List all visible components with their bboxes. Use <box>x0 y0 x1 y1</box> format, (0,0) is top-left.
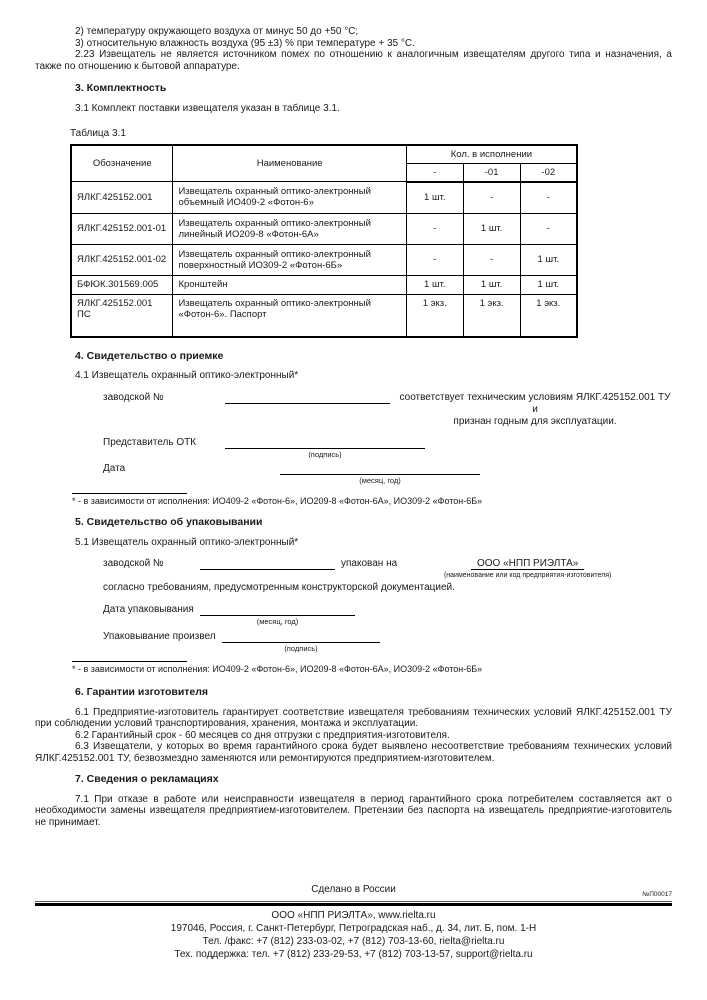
cell-name: Извещатель охранный оптико-электронный объемный ИО409-2 «Фотон-6» <box>173 182 406 214</box>
packer-signature-field <box>222 631 380 653</box>
signature-blank <box>222 631 380 643</box>
date-caption: (месяц, год) <box>256 616 299 626</box>
serial-number-row <box>103 392 672 428</box>
cell-designation: ЯЛКГ.425152.001 ПС <box>71 294 173 337</box>
cell-designation: БФЮК.301569.005 <box>71 275 173 294</box>
manufacturer-name: ООО «НПП РИЭЛТА» <box>471 558 584 570</box>
cell-qty: 1 экз. <box>406 294 463 337</box>
paragraph-7-1: 7.1 При отказе в работе или неисправности извещателя в период гарантийного срока потребителем составляется акт о необходимости замены извещателя предприятием-изготовителем. Претензии без паспорта на извещатель предприятие-изготовитель не принимает. <box>35 793 672 828</box>
otk-signature-field <box>225 437 425 459</box>
footnote-rule <box>72 661 187 662</box>
address-line: 197046, Россия, г. Санкт-Петербург, Петроградская наб., д. 34, лит. Б, пом. 1-Н <box>170 923 537 934</box>
section-3-title: 3. Комплектность <box>75 82 167 94</box>
date-blank <box>280 463 480 475</box>
document-number: №П00017 <box>642 891 672 898</box>
cell-name: Извещатель охранный оптико-электронный линейный ИО209-8 «Фотон-6А» <box>173 213 406 244</box>
otk-label: Представитель ОТК <box>103 436 197 448</box>
cell-qty: 1 шт. <box>520 275 577 294</box>
serial-number-label: заводской № <box>103 391 164 403</box>
header-qty-base: - <box>406 163 463 182</box>
cell-qty: 1 шт. <box>406 275 463 294</box>
cell-designation: ЯЛКГ.425152.001 <box>71 182 173 214</box>
cell-designation: ЯЛКГ.425152.001-01 <box>71 213 173 244</box>
section-5-title: 5. Свидетельство об упаковывании <box>75 516 263 528</box>
packed-at-label: упакован на <box>341 558 398 569</box>
date-caption: (месяц, год) <box>359 475 401 485</box>
date-label: Дата <box>103 462 126 474</box>
table-row <box>71 213 577 244</box>
cell-qty: 1 шт. <box>520 244 577 275</box>
paragraph-4-1: 4.1 Извещатель охранный оптико-электронный* <box>75 370 299 381</box>
conformity-statement: соответствует техническим условиям ЯЛКГ.425152.001 ТУ и признан годным для эксплуатации. <box>399 391 671 427</box>
condition-line-3: 3) относительную влажность воздуха (95 ±3) % при температуре + 35 °С. <box>75 37 415 49</box>
cell-qty: 1 шт. <box>406 182 463 214</box>
footer-rule-thick <box>35 903 672 906</box>
section-6-title: 6. Гарантии изготовителя <box>75 686 209 698</box>
otk-representative-row <box>103 437 672 459</box>
packaging-footnote: * - в зависимости от исполнения: ИО409-2 «Фотон-6», ИО209-8 «Фотон-6А», ИО309-2 «Фотон-6Б» <box>72 661 672 676</box>
cell-qty: - <box>520 213 577 244</box>
cell-qty: 1 экз. <box>520 294 577 337</box>
packer-row <box>103 631 672 653</box>
header-designation: Обозначение <box>71 145 173 182</box>
support-line: Тех. поддержка: тел. +7 (812) 233-29-53, +7 (812) 703-13-57, support@rielta.ru <box>174 949 533 960</box>
paragraph-6-3: 6.3 Извещатели, у которых во время гарантийного срока будет выявлено несоответствие требованиям технических условий ЯЛКГ.425152.001 ТУ, безвозмездно заменяются или ремонтируются предприятием-изготовителем. <box>35 741 672 764</box>
company-line: ООО «НПП РИЭЛТА», www.rielta.ru <box>271 910 436 921</box>
table-row <box>71 275 577 294</box>
packer-label: Упаковывание произвел <box>103 630 216 642</box>
cell-qty: - <box>406 244 463 275</box>
acceptance-date-row <box>103 463 672 485</box>
table-row <box>71 182 577 214</box>
cell-qty: - <box>463 182 520 214</box>
date-field <box>280 463 480 485</box>
serial-number-blank <box>200 558 335 570</box>
signature-caption: (подпись) <box>308 449 342 459</box>
table-row <box>71 244 577 275</box>
paragraph-5-1: 5.1 Извещатель охранный оптико-электронный* <box>75 536 299 548</box>
cell-designation: ЯЛКГ.425152.001-02 <box>71 244 173 275</box>
cell-qty: - <box>463 244 520 275</box>
cell-qty: 1 шт. <box>463 275 520 294</box>
cell-name: Извещатель охранный оптико-электронный «Фотон-6». Паспорт <box>173 294 406 337</box>
manufacturer-field <box>425 558 630 580</box>
cell-qty: 1 шт. <box>463 213 520 244</box>
phone-line: Тел. /факс: +7 (812) 233-03-02, +7 (812) 703-13-60, rielta@rielta.ru <box>202 936 505 947</box>
footnote-rule <box>72 493 187 494</box>
condition-line-2: 2) температуру окружающего воздуха от минус 50 до +50 °С; <box>75 26 359 37</box>
header-name: Наименование <box>173 145 406 182</box>
paragraph-3-1: 3.1 Комплект поставки извещателя указан в таблице 3.1. <box>75 102 340 114</box>
footer-rule-thin <box>35 901 672 902</box>
page-footer <box>35 884 672 961</box>
paragraph-6-2: 6.2 Гарантийный срок - 60 месяцев со дня отгрузки с предприятия-изготовителя. <box>75 729 450 741</box>
header-qty-02: -02 <box>520 163 577 182</box>
section-4-title: 4. Свидетельство о приемке <box>75 349 224 362</box>
header-qty-01: -01 <box>463 163 520 182</box>
serial-number-label: заводской № <box>103 558 164 569</box>
packaging-date-row <box>103 604 672 626</box>
section-7-title: 7. Сведения о рекламациях <box>75 773 219 785</box>
acceptance-footnote: * - в зависимости от исполнения: ИО409-2 «Фотон-6», ИО209-8 «Фотон-6А», ИО309-2 «Фотон-6Б» <box>72 493 672 508</box>
paragraph-2-23: 2.23 Извещатель не является источником помех по отношению к аналогичным извещателям другого типа и назначения, а также по отношению к бытовой аппаратуре. <box>35 49 672 72</box>
packaging-date-field <box>200 604 355 626</box>
paragraph-6-1: 6.1 Предприятие-изготовитель гарантирует соответствие извещателя требованиям технических условий ЯЛКГ.425152.001 ТУ при соблюдении условий транспортирования, хранения, монтажа и эксплуатации. <box>35 706 672 729</box>
packaging-date-label: Дата упаковывания <box>103 603 194 615</box>
cell-qty: 1 экз. <box>463 294 520 337</box>
signature-blank <box>225 437 425 449</box>
manufacturer-caption: (наименование или код предприятия-изготовителя) <box>443 572 612 579</box>
table-header-row <box>71 145 577 164</box>
packaging-serial-row <box>103 558 672 580</box>
cell-name: Извещатель охранный оптико-электронный поверхностный ИО309-2 «Фотон-6Б» <box>173 244 406 275</box>
serial-number-blank <box>225 392 390 404</box>
kit-table <box>70 144 578 338</box>
made-in-russia-label: Сделано в России <box>311 884 396 895</box>
table-row <box>71 294 577 337</box>
table-caption: Таблица 3.1 <box>70 128 126 139</box>
cell-name: Кронштейн <box>173 275 406 294</box>
according-statement: согласно требованиям, предусмотренным конструкторской документацией. <box>103 582 455 593</box>
date-blank <box>200 604 355 616</box>
signature-caption: (подпись) <box>284 643 318 653</box>
header-qty-group: Кол. в исполнении <box>406 145 577 164</box>
cell-qty: - <box>520 182 577 214</box>
cell-qty: - <box>406 213 463 244</box>
manufacturer-contacts <box>35 909 672 961</box>
